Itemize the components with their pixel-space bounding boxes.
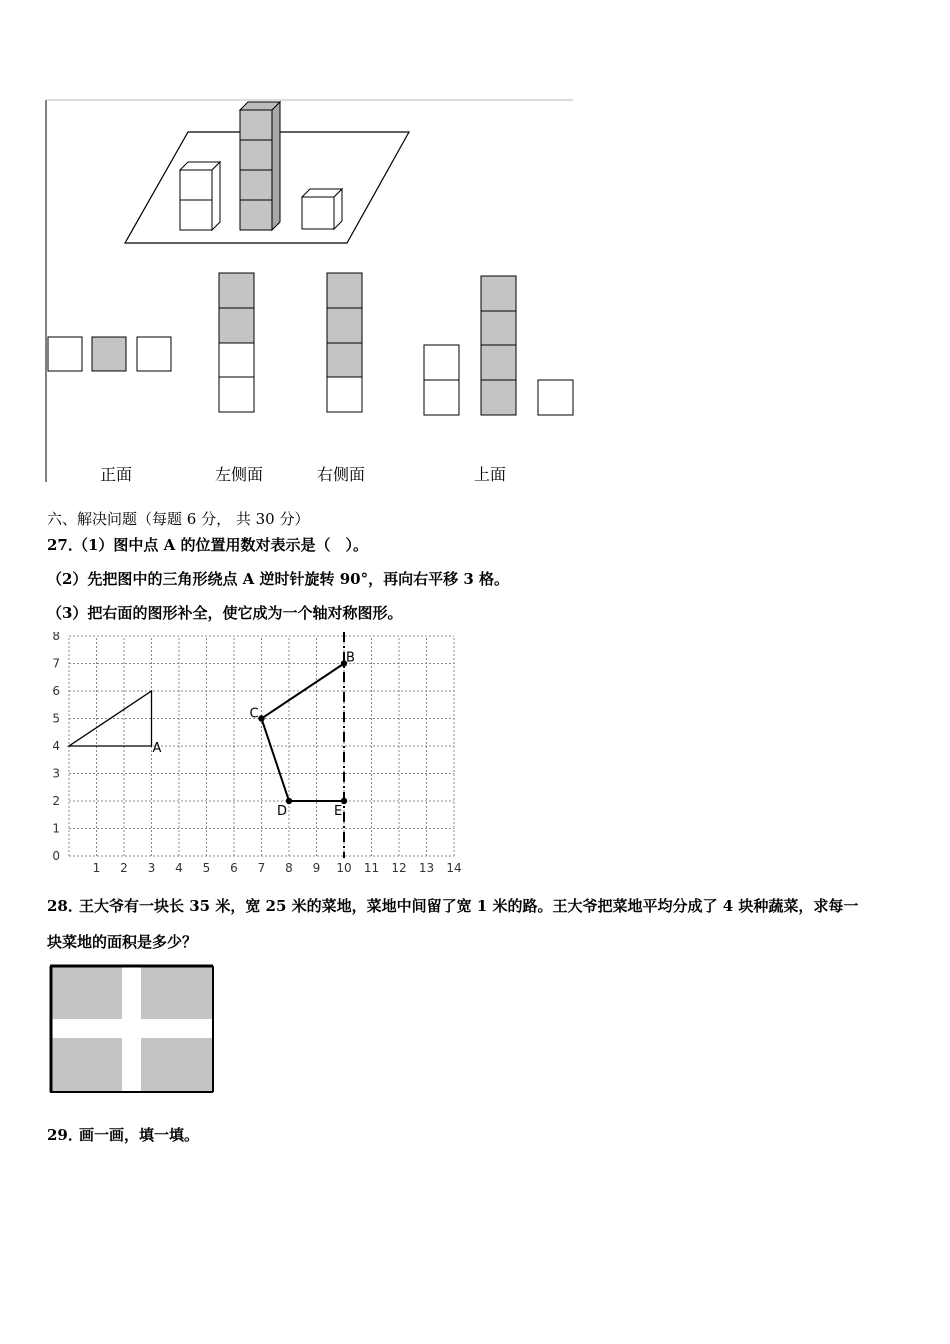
cube-single-right [302, 189, 342, 229]
y-tick-label: 7 [52, 656, 60, 671]
cube-stack-left [180, 162, 220, 230]
y-tick-label: 2 [52, 794, 60, 808]
x-tick-label: 7 [257, 861, 266, 875]
q28-number: 28． [47, 897, 83, 915]
q29-text: 画一画，填一填。 [79, 1126, 200, 1144]
q29-number: 29． [47, 1126, 83, 1144]
q28-line2: 块菜地的面积是多少？ [47, 933, 198, 951]
x-tick-label: 8 [285, 861, 293, 875]
x-tick-label: 2 [120, 861, 128, 875]
views-figure [40, 95, 580, 495]
x-tick-label: 5 [202, 861, 211, 875]
x-tick-label: 13 [418, 861, 435, 875]
section-6-heading: 六、解决问题（每题 6 分， 共 30 分） [47, 510, 310, 528]
x-tick-label: 11 [363, 861, 380, 875]
left-side-view [219, 273, 254, 412]
label-front: 正面 [100, 465, 133, 484]
q27-number: 27． [47, 536, 83, 554]
x-tick-label: 3 [147, 861, 156, 875]
point-label-e: E [334, 804, 343, 819]
top-view [424, 276, 573, 415]
q27-part2: （2）先把图中的三角形绕点 A 逆时针旋转 90°，再向右平移 3 格。 [47, 570, 509, 588]
label-top: 上面 [474, 465, 507, 484]
q27-part1: （1）图中点 A 的位置用数对表示是（ ）。 [73, 536, 369, 554]
y-tick-label: 3 [52, 766, 60, 781]
point-label-b: B [346, 650, 355, 666]
vertical-path [122, 966, 141, 1092]
polyline-shape [262, 664, 345, 802]
y-tick-label: 5 [52, 711, 60, 726]
point-label-c: C [249, 706, 259, 722]
x-tick-label: 4 [175, 861, 183, 875]
front-view [48, 337, 171, 371]
y-tick-label: 6 [52, 684, 60, 698]
q28-line1: 王大爷有一块长 35 米，宽 25 米的菜地，菜地中间留了宽 1 米的路。王大爷把菜地平均分成了 4 块种蔬菜，求每一 [79, 897, 859, 915]
label-right-side: 右侧面 [317, 465, 366, 484]
point-label-d: D [277, 804, 288, 819]
y-tick-label: 1 [52, 821, 60, 836]
y-tick-label: 8 [52, 632, 60, 643]
vertex-dot [258, 715, 264, 721]
garden-plot-figure [48, 964, 218, 1094]
label-left-side: 左侧面 [215, 465, 264, 484]
coordinate-grid [50, 632, 470, 877]
right-side-view [327, 273, 362, 412]
point-label-a: A [152, 741, 162, 756]
x-tick-label: 6 [230, 861, 238, 875]
x-tick-label: 14 [446, 861, 462, 875]
cube-stack-tall [240, 102, 280, 230]
y-tick-label: 4 [52, 739, 60, 753]
x-tick-label: 10 [336, 861, 352, 875]
x-tick-label: 9 [312, 861, 321, 875]
x-tick-label: 1 [92, 861, 101, 875]
q27-part3: （3）把右面的图形补全，使它成为一个轴对称图形。 [47, 604, 403, 622]
y-tick-label: 0 [52, 849, 60, 863]
x-tick-label: 12 [391, 861, 407, 875]
